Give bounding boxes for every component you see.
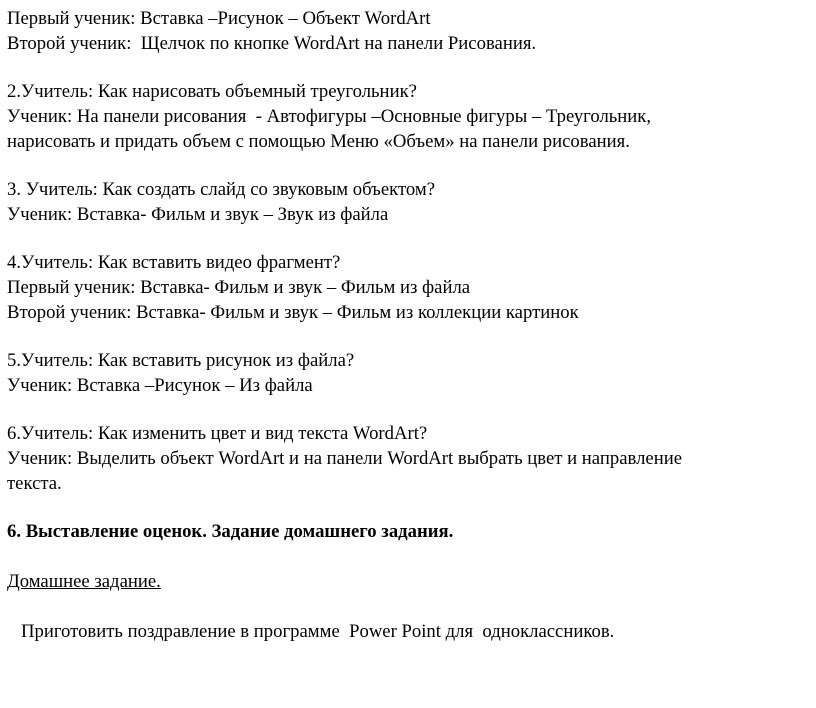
text-line: Первый ученик: Вставка –Рисунок – Объект WordArt	[7, 8, 431, 29]
section-heading-grades-homework: 6. Выставление оценок. Задание домашнего задания.	[7, 521, 454, 542]
text-line: Первый ученик: Вставка- Фильм и звук – Фильм из файла	[7, 277, 471, 298]
text-line: 3. Учитель: Как создать слайд со звуковым объектом?	[7, 179, 435, 200]
paragraph-question-2	[7, 79, 796, 154]
text-line: 5.Учитель: Как вставить рисунок из файла?	[7, 350, 355, 371]
paragraph-question-6	[7, 421, 796, 496]
text-line: 6.Учитель: Как изменить цвет и вид текста WordArt?	[7, 423, 428, 444]
paragraph-question-3	[7, 177, 796, 227]
text-line: Ученик: Вставка –Рисунок – Из файла	[7, 375, 313, 396]
paragraph-question-5	[7, 348, 796, 398]
text-line: 2.Учитель: Как нарисовать объемный треугольник?	[7, 81, 417, 102]
paragraph-question-4	[7, 250, 796, 325]
text-line: Второй ученик: Щелчок по кнопке WordArt на панели Рисования.	[7, 33, 537, 54]
text-line: нарисовать и придать объем с помощью Меню «Объем» на панели рисования.	[7, 131, 630, 152]
homework-label: Домашнее задание.	[7, 571, 161, 592]
paragraph-students-wordart	[7, 6, 796, 56]
text-line: Ученик: Выделить объект WordArt и на панели WordArt выбрать цвет и направление	[7, 448, 682, 469]
text-line: Ученик: Вставка- Фильм и звук – Звук из файла	[7, 204, 389, 225]
text-line: текста.	[7, 473, 62, 494]
text-line: 4.Учитель: Как вставить видео фрагмент?	[7, 252, 341, 273]
text-line: Второй ученик: Вставка- Фильм и звук – Фильм из коллекции картинок	[7, 302, 579, 323]
text-line: Ученик: На панели рисования - Автофигуры –Основные фигуры – Треугольник,	[7, 106, 652, 127]
homework-text: Приготовить поздравление в программе Power Point для одноклассников.	[7, 621, 615, 642]
